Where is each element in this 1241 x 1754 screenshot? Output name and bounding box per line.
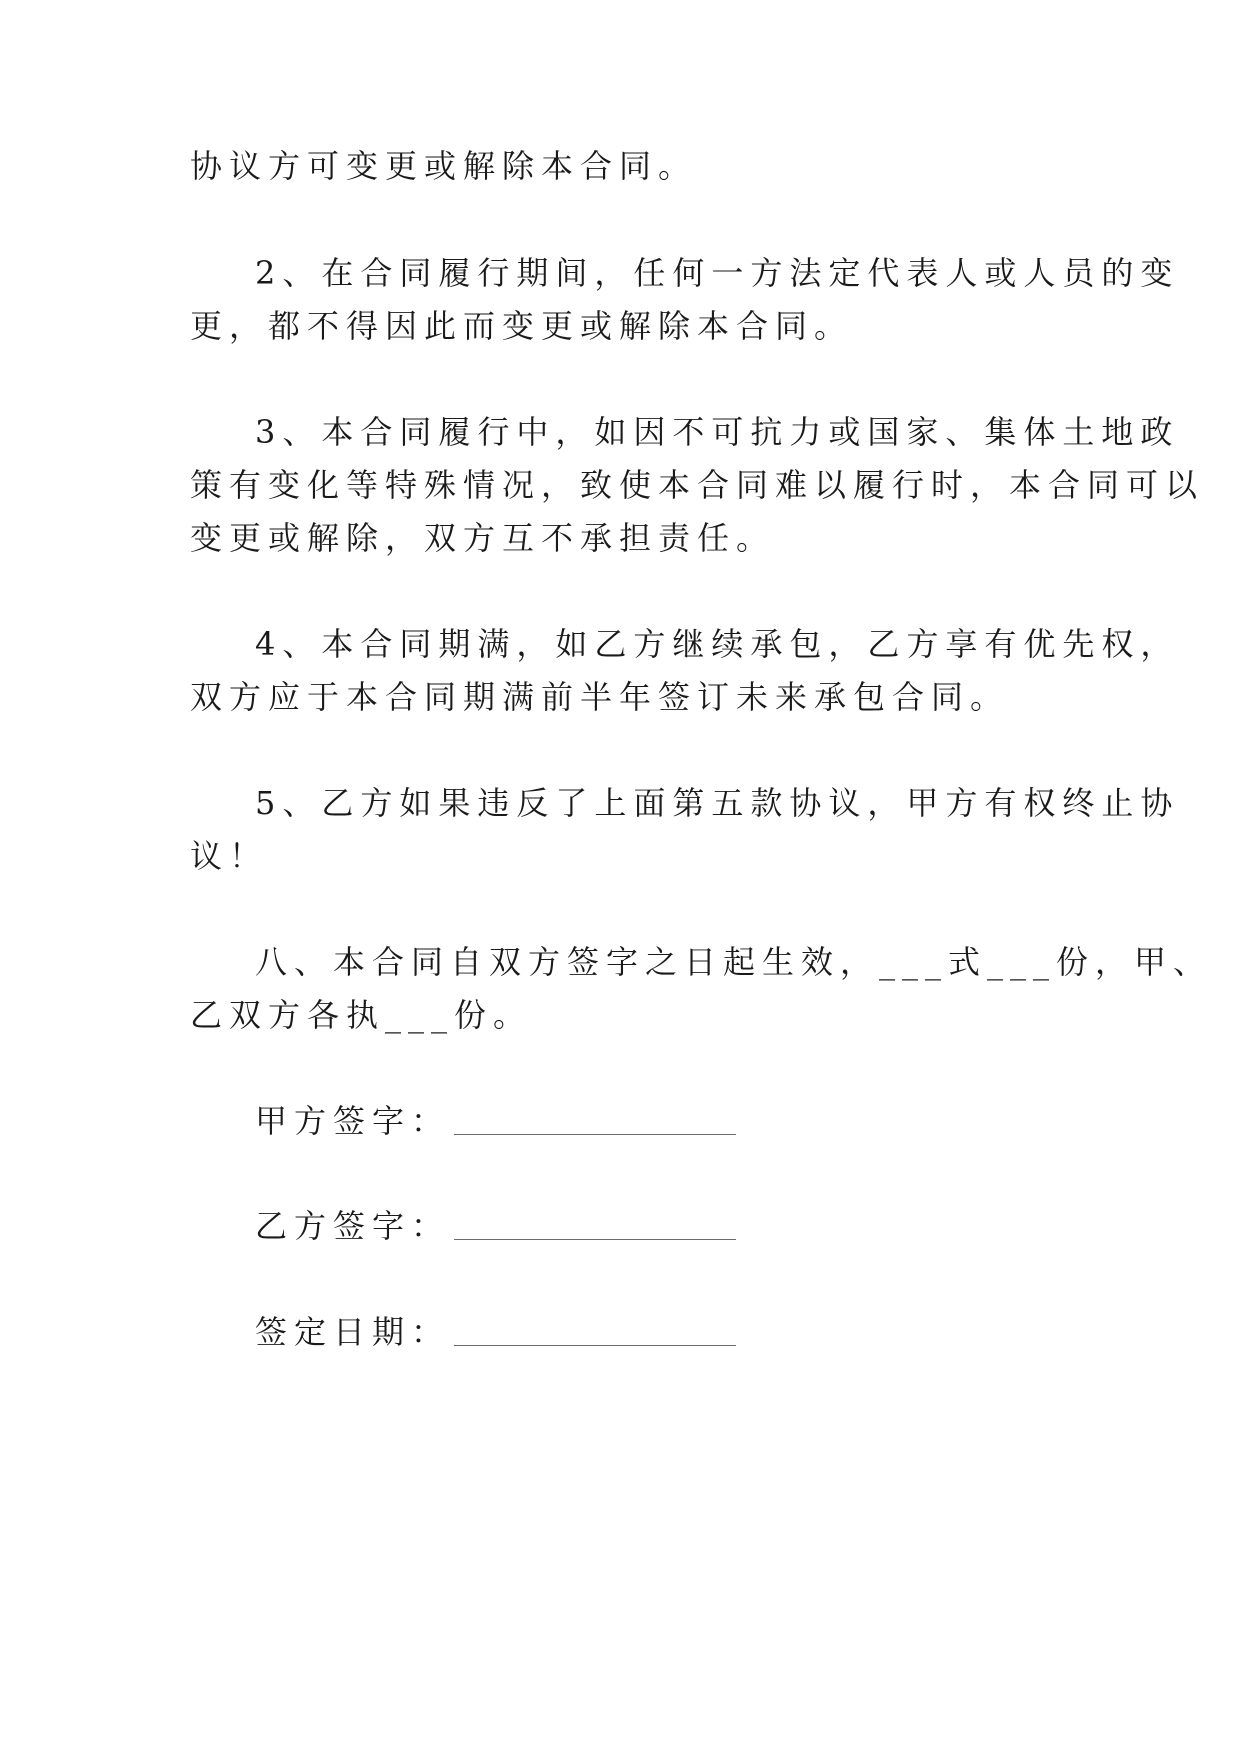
paragraph-line: 协议方可变更或解除本合同。 bbox=[190, 147, 698, 185]
party-a-signature-label: 甲方签字： bbox=[255, 1102, 451, 1140]
paragraph-line: 议！ bbox=[190, 837, 269, 875]
paragraph-line: 更，都不得因此而变更或解除本合同。 bbox=[190, 307, 854, 345]
paragraph-line: 5、乙方如果违反了上面第五款协议，甲方有权终止协 bbox=[255, 784, 1180, 822]
party-b-signature-row bbox=[255, 1206, 736, 1246]
signing-date-row bbox=[255, 1312, 736, 1352]
paragraph-line: 双方应于本合同期满前半年签订未来承包合同。 bbox=[190, 678, 1010, 716]
party-a-signature-row bbox=[255, 1101, 736, 1141]
party-b-signature-field[interactable] bbox=[454, 1239, 736, 1240]
paragraph-line: 策有变化等特殊情况，致使本合同难以履行时，本合同可以 bbox=[190, 466, 1205, 504]
paragraph-line: 2、在合同履行期间，任何一方法定代表人或人员的变 bbox=[255, 254, 1180, 292]
paragraph-line: 八、本合同自双方签字之日起生效，___式___份，甲、 bbox=[255, 943, 1213, 981]
party-b-signature-label: 乙方签字： bbox=[255, 1207, 451, 1245]
signing-date-label: 签定日期： bbox=[255, 1313, 451, 1351]
paragraph-line: 4、本合同期满，如乙方继续承包，乙方享有优先权， bbox=[255, 625, 1180, 663]
paragraph-line: 乙双方各执___份。 bbox=[190, 996, 533, 1034]
party-a-signature-field[interactable] bbox=[454, 1134, 736, 1135]
signing-date-field[interactable] bbox=[454, 1345, 736, 1346]
paragraph-line: 3、本合同履行中，如因不可抗力或国家、集体土地政 bbox=[255, 413, 1180, 451]
paragraph-line: 变更或解除，双方互不承担责任。 bbox=[190, 519, 776, 557]
